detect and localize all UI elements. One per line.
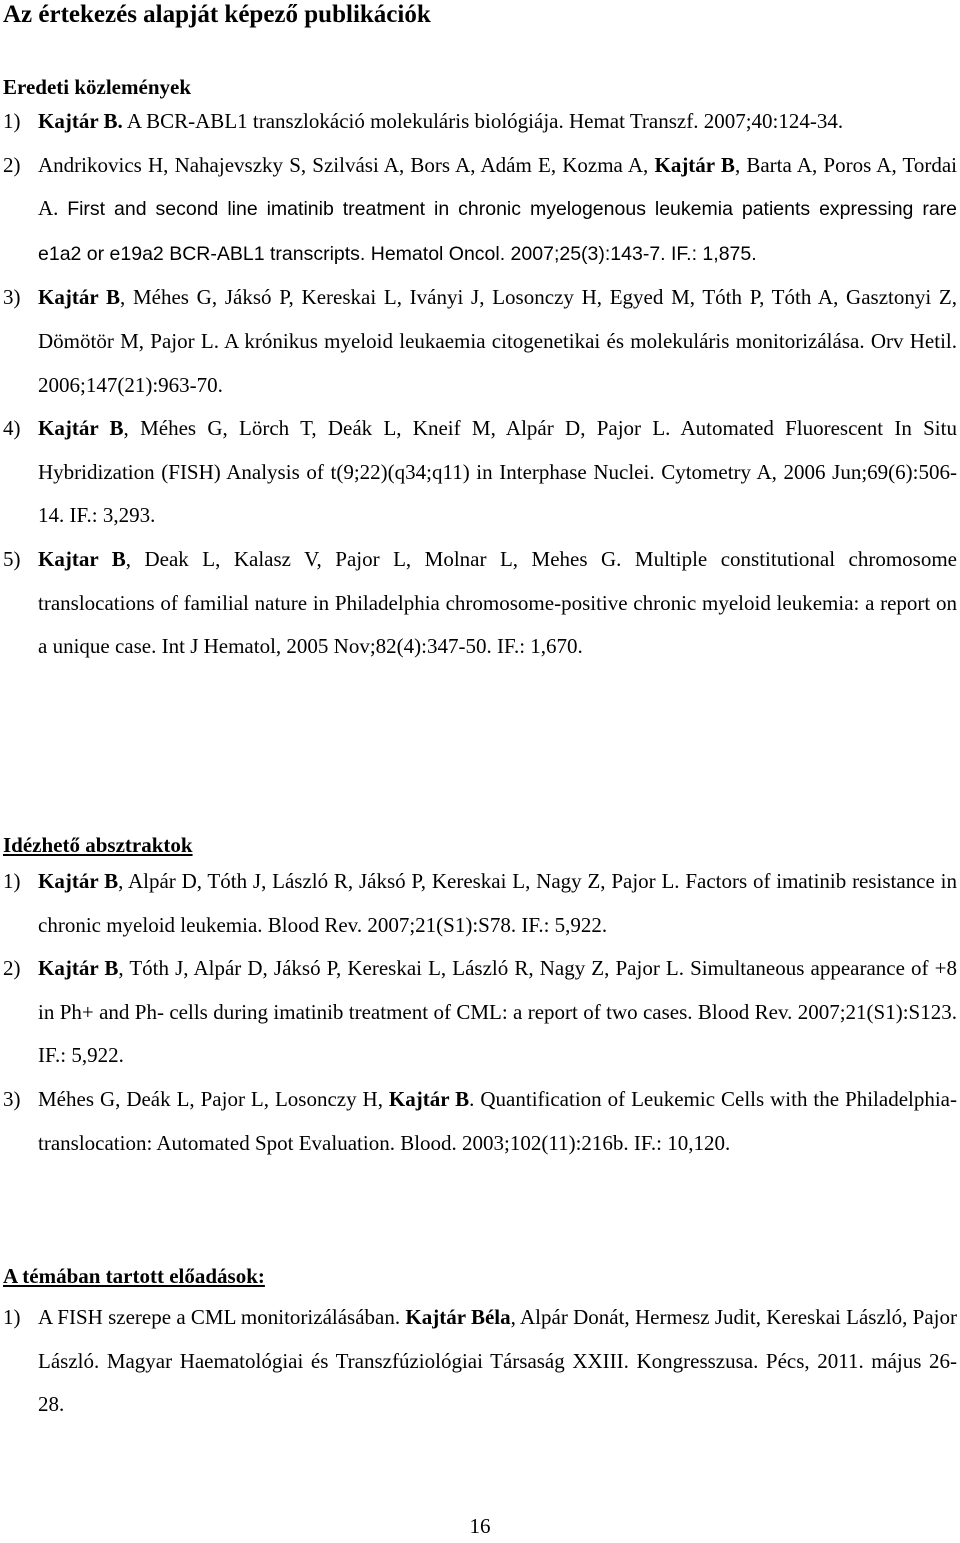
author-highlight: Kajtár B bbox=[388, 1086, 470, 1111]
list-item bbox=[0, 144, 957, 277]
section-heading-talks: A témában tartott előadások: bbox=[3, 1264, 265, 1288]
section-heading-abstracts: Idézhető absztraktok bbox=[3, 833, 193, 857]
citation-text: A BCR-ABL1 transzlokáció molekuláris biológiája. Hemat Transzf. 2007;40:124-34. bbox=[122, 109, 844, 133]
talk-title: A FISH szerepe a CML monitorizálásában. bbox=[38, 1305, 406, 1329]
talks-list bbox=[0, 1296, 957, 1427]
item-number: 2) bbox=[3, 956, 21, 981]
item-number: 2) bbox=[3, 152, 21, 177]
abstracts-list bbox=[0, 860, 957, 1165]
list-item bbox=[0, 538, 957, 669]
list-item bbox=[0, 100, 957, 144]
authors-text: , Méhes G, Jáksó P, Kereskai L, Iványi J, Losonczy H, Egyed M, Tóth P, Tóth A, Gasztonyi Z, Dömötör M, Pajor L. bbox=[38, 285, 957, 353]
author-highlight: Kajtár B bbox=[38, 416, 124, 441]
author-highlight: Kajtár Béla bbox=[405, 1305, 511, 1329]
page-title: Az értekezés alapját képező publikációk bbox=[3, 1, 431, 28]
list-item bbox=[0, 1296, 957, 1427]
authors-text: . bbox=[469, 1086, 481, 1111]
item-number: 3) bbox=[3, 1086, 21, 1111]
citation-text: First and second line imatinib treatment in chronic myelogenous leukemia patients expressing rare e1a2 or e19a2 BCR-ABL1 transcripts. Hematol Oncol. 2007;25(3):143-7. IF.: 1,875. bbox=[38, 198, 957, 265]
author-highlight: Kajtar B bbox=[38, 546, 126, 571]
original-publications-list bbox=[0, 100, 957, 669]
authors-text: , Alpár Donát, Hermesz Judit, Kereskai László, Pajor László. bbox=[38, 1305, 957, 1373]
citation-text: A krónikus myeloid leukaemia citogenetikai és molekuláris monitorizálása. Orv Hetil. 2006;147(21):963-70. bbox=[38, 328, 958, 397]
item-number: 1) bbox=[3, 1305, 21, 1329]
authors-text: , Barta A, Poros A, Tordai A. bbox=[38, 152, 957, 221]
authors-text: , Tóth J, Alpár D, Jáksó P, Kereskai L, László R, Nagy Z, Pajor L. bbox=[118, 956, 691, 981]
page-number: 16 bbox=[469, 1514, 491, 1538]
author-highlight: Kajtár B bbox=[38, 956, 119, 981]
authors-text: Andrikovics H, Nahajevszky S, Szilvási A, Bors A, Adám E, Kozma A, bbox=[38, 152, 655, 177]
list-item bbox=[0, 860, 957, 947]
item-number: 3) bbox=[3, 285, 21, 310]
item-number: 5) bbox=[3, 546, 21, 571]
section-heading-original: Eredeti közlemények bbox=[3, 75, 191, 99]
list-item bbox=[0, 947, 957, 1078]
author-highlight: Kajtár B bbox=[38, 285, 120, 310]
authors-text: , Alpár D, Tóth J, László R, Jáksó P, Kereskai L, Nagy Z, Pajor L. bbox=[118, 869, 686, 893]
list-item bbox=[0, 1078, 957, 1165]
item-number: 1) bbox=[3, 109, 21, 133]
authors-text: , Méhes G, Lörch T, Deák L, Kneif M, Alpár D, Pajor L. bbox=[123, 416, 681, 441]
citation-text: Quantification of Leukemic Cells with the Philadelphia-translocation: Automated Spot Evaluation. Blood. 2003;102(11):216b. IF.: 10,120. bbox=[38, 1086, 957, 1155]
citation-text: Automated Fluorescent In Situ Hybridization (FISH) Analysis of t(9;22)(q34;q11) in Interphase Nuclei. Cytometry A, 2006 Jun;69(6):506-14. IF.: 3,293. bbox=[38, 416, 957, 528]
list-item bbox=[0, 407, 957, 538]
author-highlight: Kajtár B. bbox=[38, 109, 123, 133]
citation-text: Magyar Haematológiai és Transzfúziológiai Társaság XXIII. Kongresszusa. Pécs, 2011. május 26-28. bbox=[38, 1348, 958, 1417]
citation-text: Simultaneous appearance of +8 in Ph+ and Ph- cells during imatinib treatment of CML: a report of two cases. Blood Rev. 2007;21(S1):S123. IF.: 5,922. bbox=[38, 956, 957, 1068]
authors-text: Méhes G, Deák L, Pajor L, Losonczy H, bbox=[38, 1086, 389, 1111]
authors-text: , Deak L, Kalasz V, Pajor L, Molnar L, Mehes G. bbox=[125, 546, 635, 571]
author-highlight: Kajtár B bbox=[654, 152, 735, 177]
citation-text: Factors of imatinib resistance in chronic myeloid leukemia. Blood Rev. 2007;21(S1):S78. IF.: 5,922. bbox=[38, 869, 957, 937]
list-item bbox=[0, 276, 957, 407]
item-number: 1) bbox=[3, 869, 21, 893]
item-number: 4) bbox=[3, 416, 21, 441]
citation-text: Multiple constitutional chromosome translocations of familial nature in Philadelphia chromosome-positive chronic myeloid leukemia: a report on a unique case. Int J Hematol, 2005 Nov;82(4):347-50. IF.: 1,670. bbox=[38, 546, 957, 659]
author-highlight: Kajtár B bbox=[38, 869, 119, 893]
